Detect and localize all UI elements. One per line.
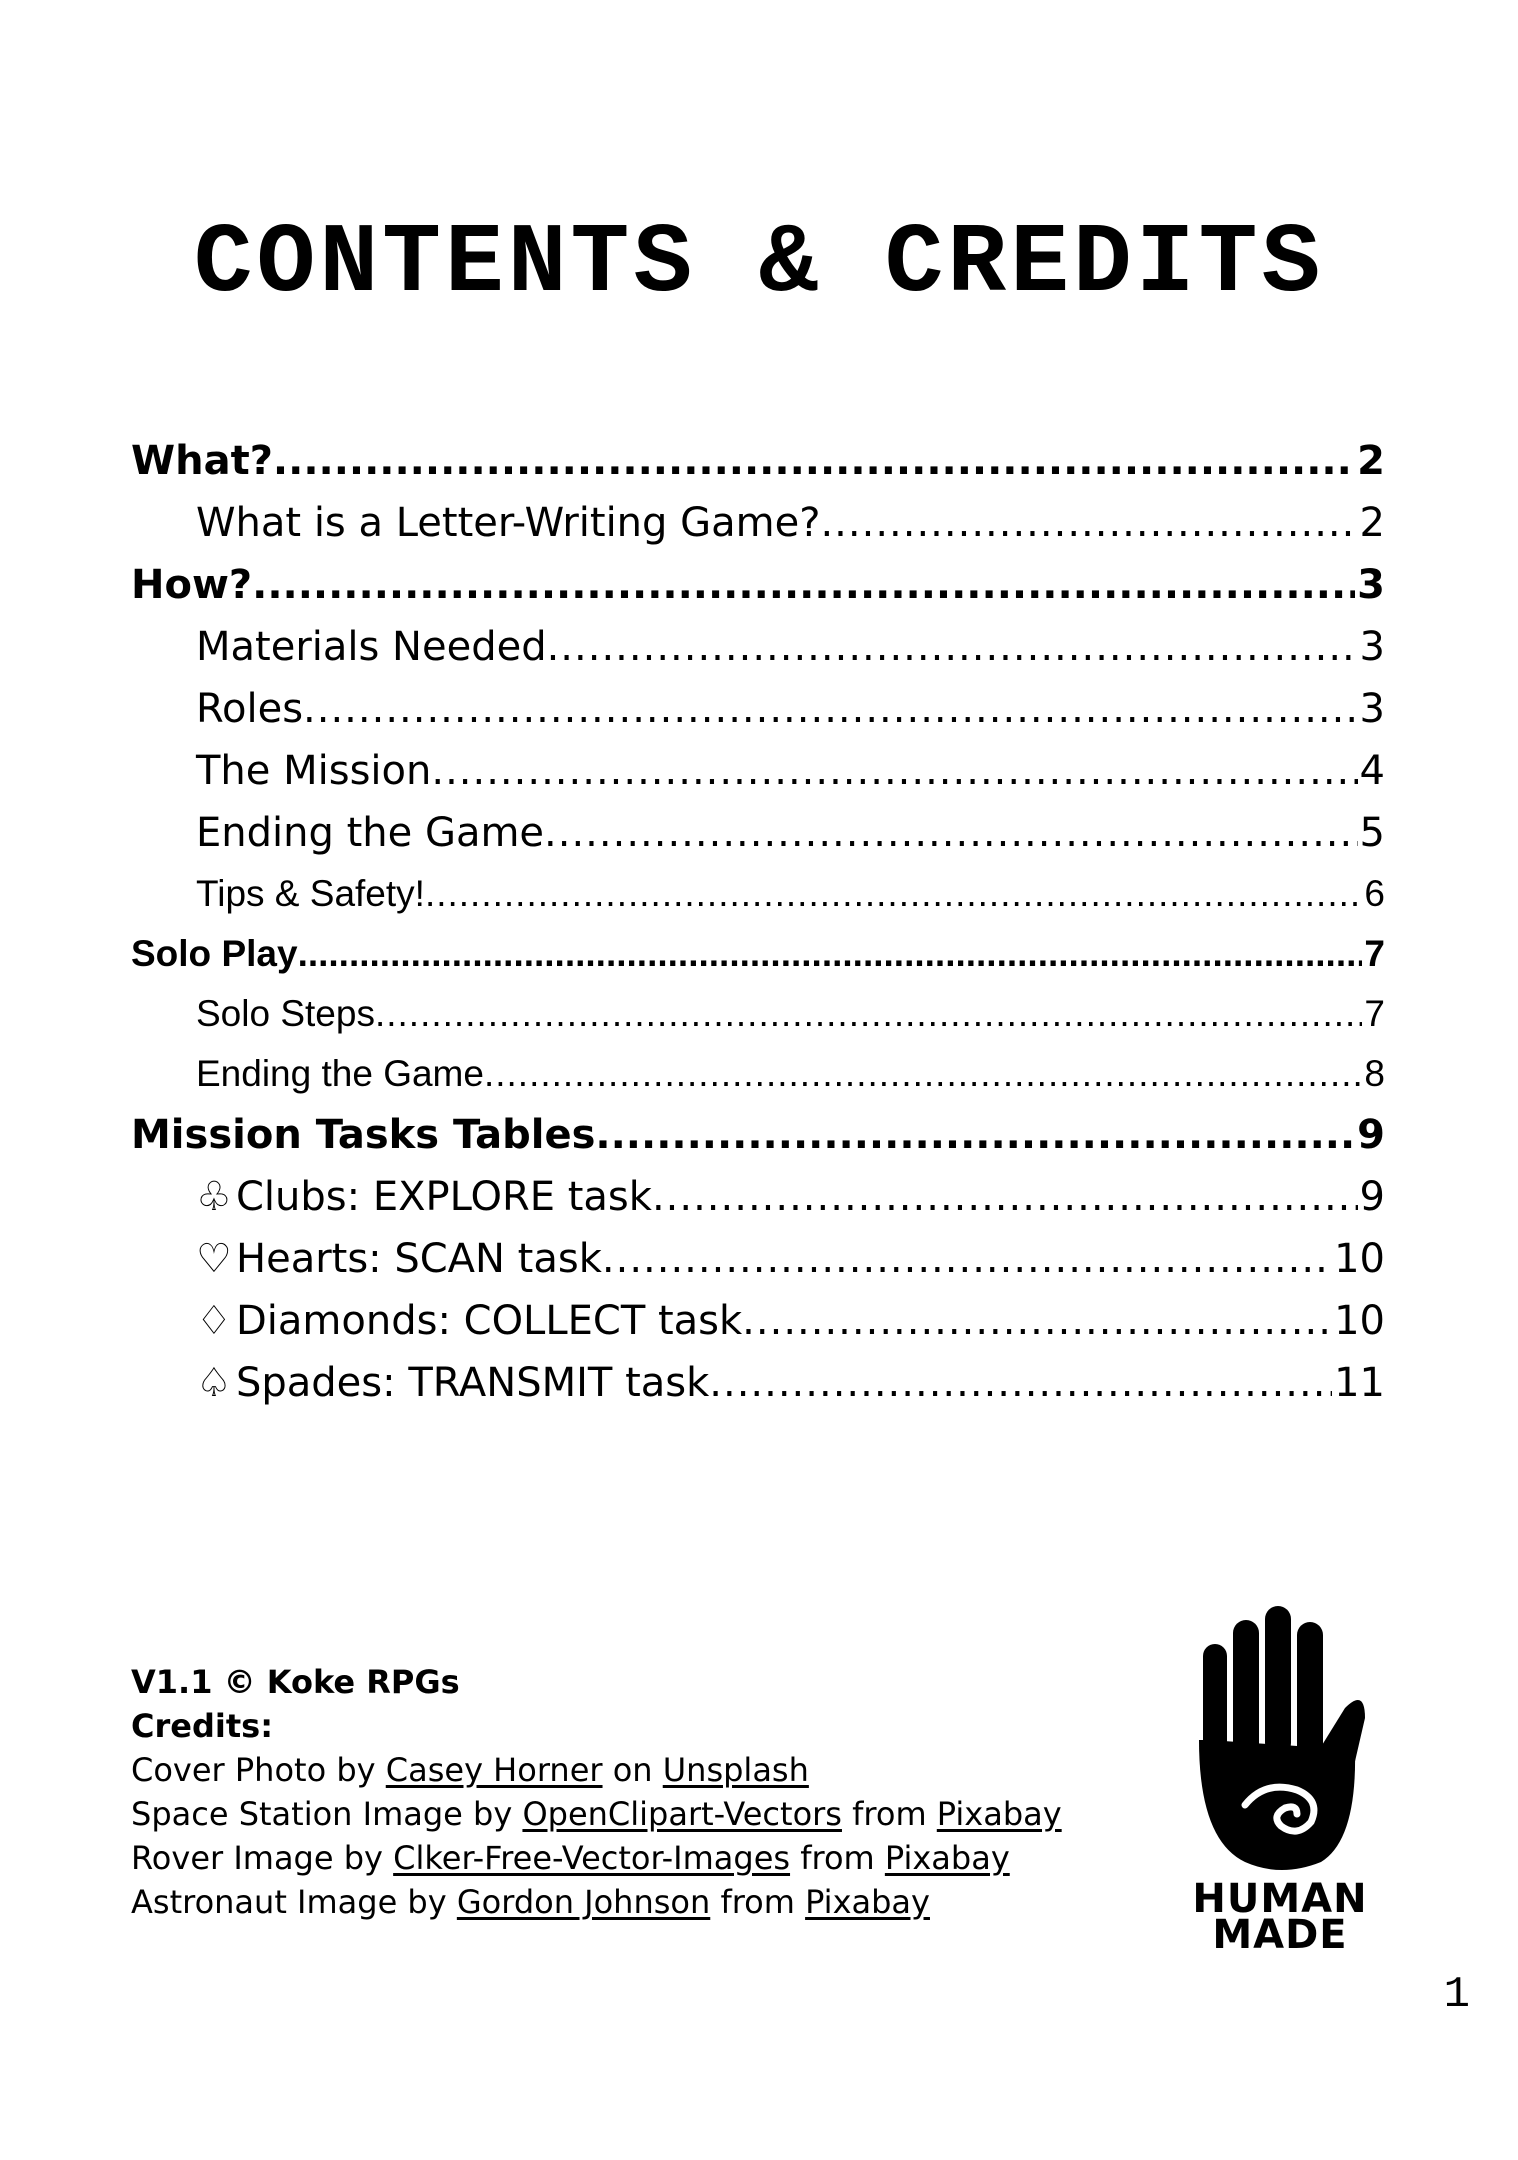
toc-page-number: 11 (1334, 1360, 1385, 1406)
dot-leader (425, 864, 1362, 924)
toc-page-number: 5 (1359, 810, 1385, 856)
dot-leader (595, 1104, 1355, 1166)
dot-leader (303, 678, 1358, 740)
table-of-contents (131, 430, 1385, 1414)
credit-author-link[interactable]: Gordon Johnson (456, 1883, 711, 1921)
toc-label: What is a Letter-Writing Game? (196, 500, 821, 546)
toc-entry-clubs-explore[interactable] (131, 1166, 1385, 1228)
toc-entry-spades-transmit[interactable] (131, 1352, 1385, 1414)
version-copyright: V1.1 © Koke RPGs (131, 1663, 460, 1701)
dot-leader (273, 430, 1355, 492)
clubs-icon: ♧ (196, 1174, 232, 1220)
toc-entry-hearts-scan[interactable] (131, 1228, 1385, 1290)
toc-page-number: 7 (1364, 933, 1385, 974)
dot-leader (709, 1352, 1332, 1414)
toc-label: Materials Needed (196, 624, 547, 670)
credit-source-link[interactable]: Pixabay (936, 1795, 1062, 1833)
toc-label: ♢ Diamonds: COLLECT task (196, 1290, 742, 1352)
hand-icon (1199, 1606, 1365, 1870)
toc-label: Solo Play (131, 933, 298, 974)
toc-entry-tips-safety[interactable] (131, 864, 1385, 924)
human-made-logo (1185, 1600, 1375, 1950)
toc-label: Roles (196, 686, 304, 732)
credit-line-cover-photo: Cover Photo by Casey Horner on Unsplash (131, 1751, 809, 1789)
toc-page-number: 3 (1359, 624, 1385, 670)
toc-label: ♤ Spades: TRANSMIT task (196, 1352, 709, 1414)
toc-page-number: 10 (1334, 1298, 1385, 1344)
credit-author-link[interactable]: Clker-Free-Vector-Images (393, 1839, 791, 1877)
dot-leader (544, 802, 1358, 864)
toc-label: Ending the Game (196, 810, 545, 856)
toc-page-number: 4 (1359, 748, 1385, 794)
credits-heading: Credits: (131, 1707, 273, 1745)
dot-leader (652, 1166, 1358, 1228)
credit-author-link[interactable]: OpenClipart-Vectors (522, 1795, 842, 1833)
toc-entry-what[interactable] (131, 430, 1385, 492)
toc-page-number: 10 (1334, 1236, 1385, 1282)
toc-label: How? (131, 562, 253, 608)
page-number: 1 (1443, 1970, 1470, 2020)
credit-source-link[interactable]: Unsplash (662, 1751, 809, 1789)
toc-entry-diamonds-collect[interactable] (131, 1290, 1385, 1352)
dot-leader (252, 554, 1355, 616)
hearts-icon: ♡ (196, 1236, 232, 1282)
toc-page-number: 7 (1364, 993, 1385, 1034)
dot-leader (602, 1228, 1332, 1290)
toc-page-number: 2 (1357, 438, 1385, 484)
toc-label: Mission Tasks Tables (131, 1112, 596, 1158)
credit-source-link[interactable]: Pixabay (884, 1839, 1010, 1877)
toc-entry-solo-ending-the-game[interactable] (131, 1044, 1385, 1104)
toc-entry-letter-writing-game[interactable] (131, 492, 1385, 554)
spades-icon: ♤ (196, 1360, 232, 1406)
toc-entry-solo-steps[interactable] (131, 984, 1385, 1044)
dot-leader (298, 924, 1363, 984)
credit-line-astronaut: Astronaut Image by Gordon Johnson from Pixabay (131, 1883, 930, 1921)
toc-page-number: 6 (1364, 873, 1385, 914)
toc-label: Tips & Safety! (196, 873, 425, 914)
dot-leader (484, 1044, 1362, 1104)
toc-page-number: 3 (1359, 686, 1385, 732)
toc-page-number: 2 (1359, 500, 1385, 546)
dot-leader (547, 616, 1358, 678)
dot-leader (742, 1290, 1332, 1352)
logo-text-line2: MADE (1212, 1912, 1348, 1950)
toc-label: The Mission (196, 748, 432, 794)
toc-page-number: 3 (1357, 562, 1385, 608)
toc-label: Solo Steps (196, 993, 375, 1034)
toc-label: What? (131, 438, 273, 484)
toc-page-number: 8 (1364, 1053, 1385, 1094)
page-title: CONTENTS & CREDITS (193, 209, 1325, 320)
toc-entry-roles[interactable] (131, 678, 1385, 740)
toc-page-number: 9 (1359, 1174, 1385, 1220)
credit-line-space-station: Space Station Image by OpenClipart-Vectors from Pixabay (131, 1795, 1062, 1833)
toc-entry-the-mission[interactable] (131, 740, 1385, 802)
credits-block (131, 1660, 1131, 1924)
logo-text-line1: HUMAN (1192, 1876, 1368, 1922)
toc-page-number: 9 (1357, 1112, 1385, 1158)
toc-label: ♡ Hearts: SCAN task (196, 1228, 602, 1290)
toc-entry-mission-tasks-tables[interactable] (131, 1104, 1385, 1166)
credit-author-link[interactable]: Casey Horner (385, 1751, 603, 1789)
diamonds-icon: ♢ (196, 1298, 232, 1344)
toc-entry-materials-needed[interactable] (131, 616, 1385, 678)
dot-leader (431, 740, 1357, 802)
toc-entry-ending-the-game[interactable] (131, 802, 1385, 864)
credit-source-link[interactable]: Pixabay (805, 1883, 930, 1921)
credit-line-rover: Rover Image by Clker-Free-Vector-Images from Pixabay (131, 1839, 1010, 1877)
toc-entry-how[interactable] (131, 554, 1385, 616)
dot-leader (820, 492, 1357, 554)
dot-leader (375, 984, 1362, 1044)
toc-entry-solo-play[interactable] (131, 924, 1385, 984)
toc-label: Ending the Game (196, 1053, 484, 1094)
toc-label: ♧ Clubs: EXPLORE task (196, 1166, 652, 1228)
